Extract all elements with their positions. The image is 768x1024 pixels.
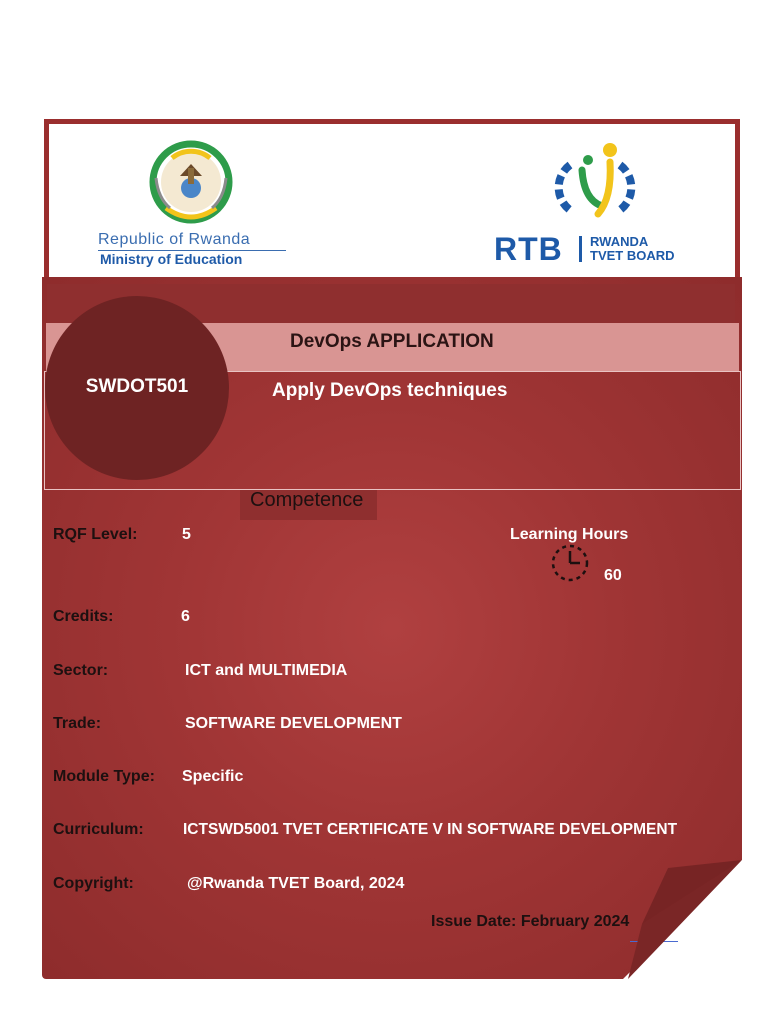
curriculum-label: Curriculum: [53, 821, 144, 838]
module-title: DevOps APPLICATION [290, 331, 494, 352]
module-code: SWDOT501 [85, 376, 189, 397]
credits-value: 6 [181, 608, 190, 625]
issue-date: Issue Date: February 2024 [431, 913, 630, 930]
page-curl-corner [628, 860, 742, 979]
clock-icon [547, 543, 593, 583]
rqf-level-value: 5 [182, 526, 191, 543]
trade-label: Trade: [53, 715, 102, 732]
sector-label: Sector: [53, 662, 109, 679]
rtb-logo-word1: RWANDA [590, 234, 649, 249]
rqf-level-label: RQF Level: [53, 526, 138, 543]
credits-label: Credits: [53, 608, 114, 625]
curriculum-value: ICTSWD5001 TVET CERTIFICATE V IN SOFTWARE DEVELOPMENT [183, 821, 678, 838]
rwanda-emblem-icon [136, 138, 246, 228]
competence-text: Apply DevOps techniques [272, 380, 508, 401]
module-type-value: Specific [182, 768, 244, 785]
sector-value: ICT and MULTIMEDIA [185, 662, 348, 679]
ministry-logo-line1: Republic of Rwanda [98, 231, 251, 248]
learning-hours-label: Learning Hours [510, 526, 629, 543]
trade-value: SOFTWARE DEVELOPMENT [185, 715, 402, 732]
ministry-logo-line2: Ministry of Education [100, 251, 243, 267]
competence-label: Competence [250, 489, 364, 511]
module-type-label: Module Type: [53, 768, 155, 785]
rtb-logo-letters: RTB [494, 231, 563, 267]
copyright-label: Copyright: [53, 875, 134, 892]
learning-hours-value: 60 [604, 567, 622, 584]
copyright-value: @Rwanda TVET Board, 2024 [187, 875, 405, 892]
rtb-logo-divider [579, 236, 582, 262]
rtb-gear-icon [550, 140, 640, 232]
rtb-logo-word2: TVET BOARD [590, 248, 675, 263]
